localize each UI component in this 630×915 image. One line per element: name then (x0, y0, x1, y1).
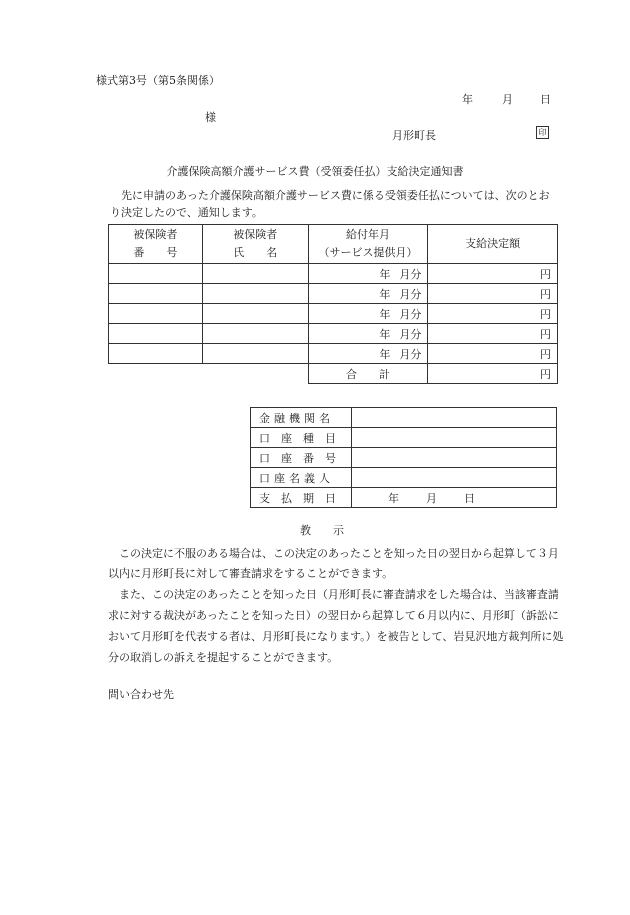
date-month: 月 (502, 93, 513, 106)
label-account-number: 口 座 番 号 (251, 448, 352, 468)
header-insured-number: 被保険者 番 号 (109, 225, 203, 264)
cell-insured-name (202, 264, 308, 284)
value-account-number (352, 448, 557, 468)
table-total-row (109, 364, 558, 384)
label-institution: 金融機関名 (251, 408, 352, 428)
table-row (109, 304, 558, 324)
cell-amount: 円 (428, 324, 558, 344)
cell-pay-month: 年 月分 (308, 324, 428, 344)
header-pay-month: 給付年月 （サービス提供月） (308, 225, 428, 264)
cell-pay-month: 年 月分 (308, 264, 428, 284)
table-row (109, 344, 558, 364)
cell-pay-month: 年 月分 (308, 344, 428, 364)
table-row (109, 264, 558, 284)
total-amount: 円 (428, 364, 558, 384)
cell-pay-month: 年 月分 (308, 304, 428, 324)
header-amount: 支給決定額 (428, 225, 558, 264)
total-label: 合 計 (308, 364, 428, 384)
table-header-row (109, 225, 558, 264)
label-account-holder: 口座名義人 (251, 468, 352, 488)
seal-mark: 印 (536, 126, 549, 139)
date-day: 日 (540, 93, 551, 106)
cell-insured-name (202, 304, 308, 324)
cell-amount: 円 (428, 284, 558, 304)
table-row (109, 324, 558, 344)
bank-row (251, 408, 557, 428)
cell-amount: 円 (428, 344, 558, 364)
notice-paragraph-1: この決定に不服のある場合は、この決定のあったことを知った日の翌日から起算して３月以内に月形町長に対して審査請求をすることができます。 (108, 547, 559, 580)
value-institution (352, 408, 557, 428)
document-title: 介護保険高額介護サービス費（受領委任払）支給決定通知書 (166, 165, 464, 178)
cell-insured-number (109, 264, 203, 284)
value-payment-date: 年 月 日 (352, 488, 557, 508)
cell-insured-number (109, 284, 203, 304)
cell-insured-name (202, 284, 308, 304)
bank-row (251, 468, 557, 488)
cell-amount: 円 (428, 304, 558, 324)
notice-title: 教 示 (300, 524, 344, 537)
notice-paragraph-2: また、この決定のあったことを知った日（月形町長に審査請求をした場合は、当該審査請求に対する裁決があったことを知った日）の翌日から起算して６月以内に、月形町（訴訟において月形町を代表する者は、月形町長になります。）を被告として、岩見沢地方裁判所に処分の取消しの訴えを提起することができます。 (108, 588, 564, 664)
contact-label: 問い合わせ先 (108, 688, 174, 701)
cell-insured-number (109, 304, 203, 324)
value-account-type (352, 428, 557, 448)
issue-date (462, 91, 551, 107)
intro-text: 先に申請のあった介護保険高額介護サービス費に係る受領委任払については、次のとおり決定したので、通知します。 (110, 189, 550, 219)
bank-row (251, 488, 557, 508)
bank-row (251, 428, 557, 448)
bank-table (250, 407, 557, 508)
cell-insured-name (202, 324, 308, 344)
issuer-name: 月形町長 (392, 129, 436, 142)
label-payment-date: 支 払 期 日 (251, 488, 352, 508)
bank-row (251, 448, 557, 468)
benefit-table (108, 224, 558, 384)
form-number: 様式第3号（第5条関係） (96, 74, 220, 87)
cell-amount: 円 (428, 264, 558, 284)
date-year: 年 (462, 93, 473, 106)
value-account-holder (352, 468, 557, 488)
cell-insured-number (109, 344, 203, 364)
cell-pay-month: 年 月分 (308, 284, 428, 304)
recipient-suffix: 様 (205, 111, 216, 124)
cell-insured-name (202, 344, 308, 364)
cell-insured-number (109, 324, 203, 344)
label-account-type: 口 座 種 目 (251, 428, 352, 448)
header-insured-name: 被保険者 氏 名 (202, 225, 308, 264)
table-row (109, 284, 558, 304)
